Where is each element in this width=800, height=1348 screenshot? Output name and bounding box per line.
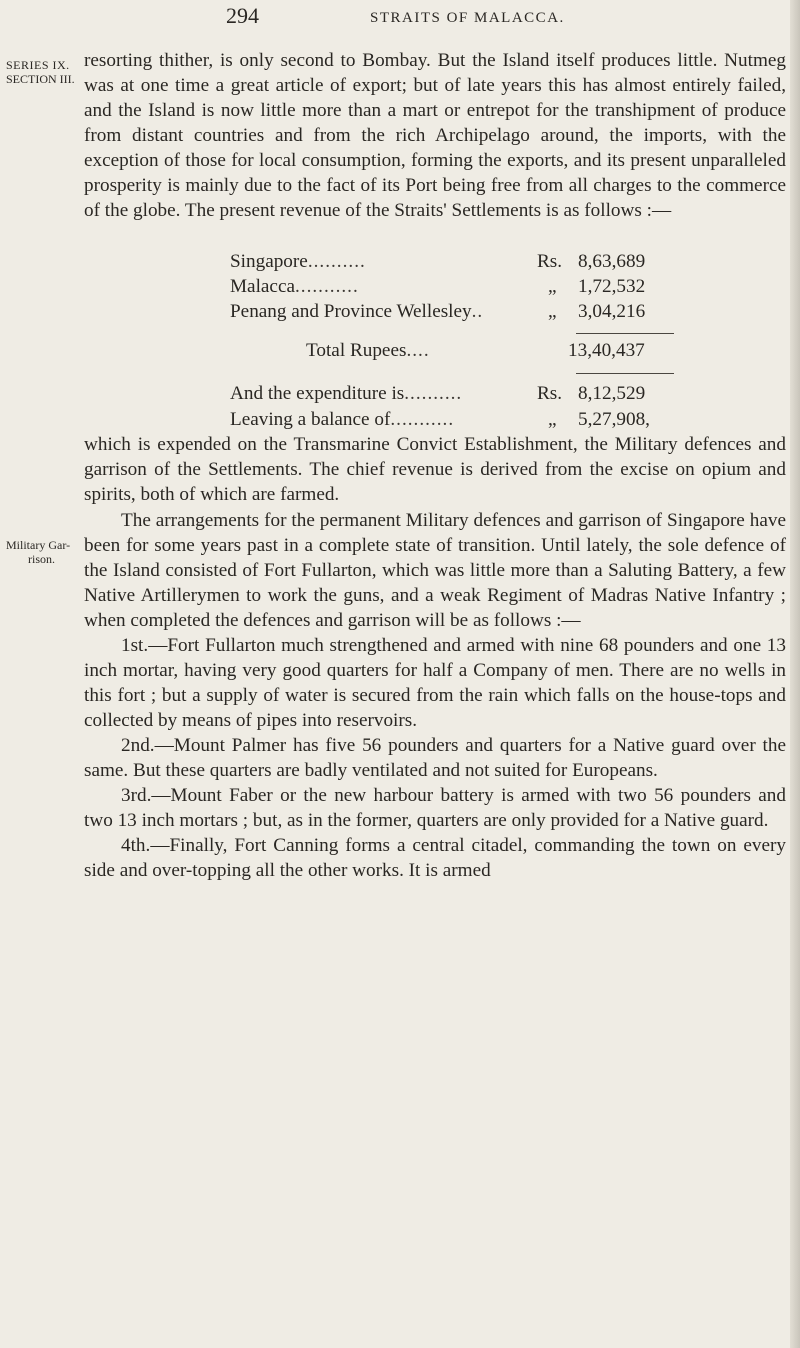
paragraph-fourth-fort: 4th.—Finally, Fort Canning forms a central citadel, commanding the town on every side and over-topping all the other works. It is armed	[84, 835, 786, 881]
revenue-row-malacca	[230, 274, 690, 299]
expenditure-amount: 8,12,529	[578, 383, 646, 404]
paragraph-second-fort: 2nd.—Mount Palmer has five 56 pounders and quarters for a Native guard over the same. But these quarters are badly ventilated and not suited for Europeans.	[84, 735, 786, 781]
paragraph-third-fort: 3rd.—Mount Faber or the new harbour battery is armed with two 56 pounders and two 13 inch mortars ; but, as in the former, quarters are only provided for a Native guard.	[84, 785, 786, 831]
revenue-total-row	[230, 338, 690, 363]
margin-note-military	[6, 538, 78, 566]
revenue-amount: 1,72,532	[578, 276, 646, 297]
expenditure-currency: Rs.	[537, 383, 563, 404]
balance-label: Leaving a balance of	[230, 409, 391, 430]
margin-note-military-line-1: Military Gar-	[6, 538, 71, 552]
total-label: Total Rupees	[306, 340, 407, 361]
balance-amount: 5,27,908,	[578, 409, 650, 430]
margin-note-series-text: SERIES IX.	[6, 58, 70, 72]
revenue-place: Malacca	[230, 276, 295, 297]
dot-leader: ...........	[294, 276, 359, 297]
paragraph-military	[84, 508, 786, 883]
revenue-amount: 8,63,689	[578, 251, 646, 272]
paragraph-intro	[84, 48, 786, 223]
revenue-amount: 3,04,216	[578, 301, 646, 322]
revenue-place: Singapore	[230, 251, 308, 272]
running-title: STRAITS OF MALACCA.	[370, 10, 565, 26]
expenditure-label: And the expenditure is	[230, 383, 405, 404]
revenue-currency: „	[548, 301, 557, 322]
balance-row	[230, 407, 690, 432]
paragraph-text: which is expended on the Transmarine Convict Establishment, the Military defences and garrison of the Settlements. The chief revenue is derived from the excise on opium and spirits, both of which are farmed.	[84, 434, 786, 505]
page-number: 294	[226, 3, 259, 28]
revenue-row-penang	[230, 299, 690, 324]
paragraph-text: resorting thither, is only second to Bombay. But the Island itself produces little. Nutmeg was at one time a great article of export; but of late years this has almost entirely failed, and the Island is now little more than a mart or entrepot for the transhipment of produce from distant countries and from the rich Archipelago around, the imports, with the exception of those for local consumption, forming the exports, and its present unparalleled prosperity is mainly due to the fact of its Port being free from all charges to the commerce of the globe. The present revenue of the Straits' Settlements is as follows :—	[84, 50, 786, 221]
margin-note-series	[6, 58, 78, 86]
dot-leader: ...........	[390, 409, 455, 430]
margin-note-section-text: SECTION III.	[6, 72, 75, 86]
page-edge-shadow	[790, 0, 800, 1348]
paragraph-first-fort: 1st.—Fort Fullarton much strengthened and armed with nine 68 pounders and one 13 inch mortar, having very good quarters for half a Company of men. There are no wells in this fort ; but a supply of water is secured from the rain which falls on the house-tops and collected by means of pipes into reservoirs.	[84, 635, 786, 731]
total-rule	[576, 373, 674, 374]
paragraph-text: The arrangements for the permanent Military defences and garrison of Singapore have been for some years past in a complete state of transition. Until lately, the sole defence of the Island consisted of Fort Fullarton, which was little more than a Saluting Battery, a few Native Artillerymen to work the guns, and a weak Regiment of Madras Native Infantry ; when completed the defences and garrison will be as follows :—	[84, 510, 786, 631]
margin-note-military-line-2: rison.	[28, 552, 55, 566]
revenue-currency: „	[548, 276, 557, 297]
balance-currency: „	[548, 409, 557, 430]
revenue-currency: Rs.	[537, 251, 563, 272]
dot-leader: ....	[406, 340, 430, 361]
revenue-place: Penang and Province Wellesley	[230, 301, 472, 322]
dot-leader: ..........	[404, 383, 463, 404]
revenue-row-singapore	[230, 249, 690, 274]
paragraph-expenditure	[84, 432, 786, 507]
sum-rule	[576, 333, 674, 334]
dot-leader: ..........	[307, 251, 366, 272]
dot-leader: ..	[471, 301, 484, 322]
expenditure-row	[230, 381, 690, 406]
total-amount: 13,40,437	[568, 340, 645, 361]
